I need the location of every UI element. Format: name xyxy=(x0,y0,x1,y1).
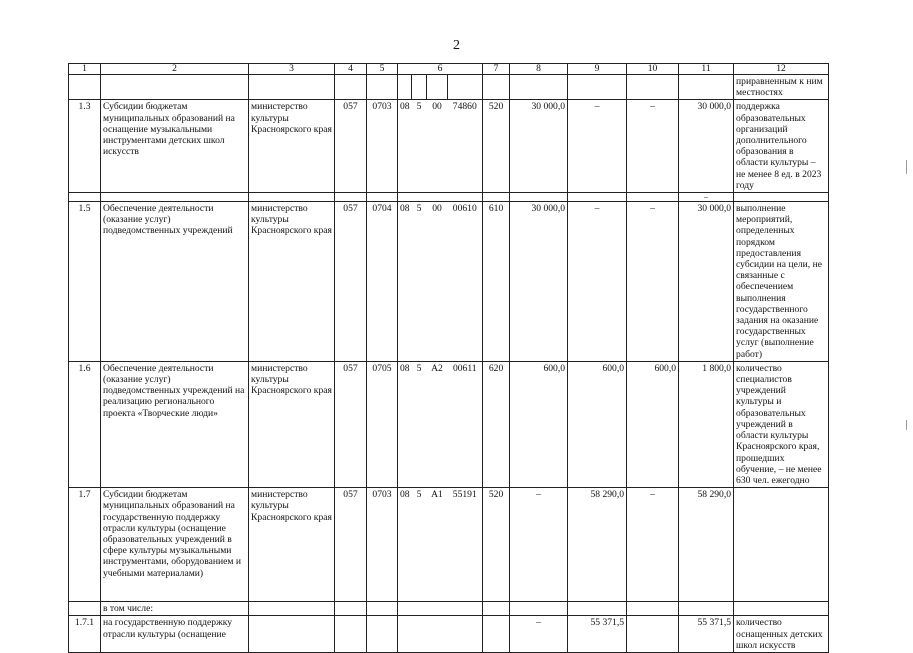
row-c5 xyxy=(367,75,398,100)
row-c10: 600,0 xyxy=(627,361,679,487)
row-c6c: A2 xyxy=(427,361,448,487)
scan-edge-mark xyxy=(906,160,907,174)
row-c4 xyxy=(335,75,367,100)
row-c11: 30 000,0 xyxy=(679,100,734,193)
row-c7 xyxy=(483,602,510,616)
row-c6c: A1 xyxy=(427,488,448,602)
row-c8: – xyxy=(510,488,568,602)
row-id xyxy=(69,75,101,100)
row-id xyxy=(69,602,101,616)
page-number: 2 xyxy=(453,38,460,53)
spacer-cell xyxy=(367,193,398,202)
header-col-12: 12 xyxy=(734,64,829,75)
spacer-cell xyxy=(69,193,101,202)
row-id: 1.5 xyxy=(69,202,101,362)
row-agency: министерство культуры Красноярского края xyxy=(249,361,335,487)
row-c6c: 00 xyxy=(427,202,448,362)
row-id: 1.6 xyxy=(69,361,101,487)
row-c9 xyxy=(568,602,627,616)
header-col-4: 4 xyxy=(335,64,367,75)
row-c5 xyxy=(367,602,398,616)
row-agency xyxy=(249,602,335,616)
row-agency xyxy=(249,616,335,653)
row-c5 xyxy=(367,616,398,653)
row-id: 1.7.1 xyxy=(69,616,101,653)
row-c8 xyxy=(510,75,568,100)
spacer-cell xyxy=(249,193,335,202)
table-row xyxy=(69,202,829,362)
table-row xyxy=(69,488,829,602)
row-c9 xyxy=(568,75,627,100)
row-c11 xyxy=(679,602,734,616)
row-c7: 620 xyxy=(483,361,510,487)
row-c6d: 00611 xyxy=(448,361,483,487)
row-name: Субсидии бюджетам муниципальных образований на государственную поддержку отрасли культуры (оснащение образовательных учреждений в сфере культуры музыкальными инструментами, оборудованием и учебными материалами) xyxy=(101,488,249,602)
row-c6a: 08 xyxy=(398,488,412,602)
row-c8: 600,0 xyxy=(510,361,568,487)
row-agency: министерство культуры Красноярского края xyxy=(249,202,335,362)
scan-edge-mark xyxy=(906,420,907,430)
header-col-5: 5 xyxy=(367,64,398,75)
row-name: Обеспечение деятельности (оказание услуг) подведомственных учреждений на реализацию регионального проекта «Творческие люди» xyxy=(101,361,249,487)
row-c7: 520 xyxy=(483,100,510,193)
row-c10: – xyxy=(627,488,679,602)
header-col-2: 2 xyxy=(101,64,249,75)
row-c4 xyxy=(335,602,367,616)
row-c9: 55 371,5 xyxy=(568,616,627,653)
header-col-7: 7 xyxy=(483,64,510,75)
table-row xyxy=(69,100,829,193)
row-c10 xyxy=(627,602,679,616)
spacer-cell xyxy=(483,193,510,202)
header-row xyxy=(69,64,829,75)
row-c10: – xyxy=(627,202,679,362)
row-c4: 057 xyxy=(335,100,367,193)
row-c5: 0704 xyxy=(367,202,398,362)
header-col-1: 1 xyxy=(69,64,101,75)
row-c6a: 08 xyxy=(398,100,412,193)
row-c6b: 5 xyxy=(412,100,427,193)
row-c4 xyxy=(335,616,367,653)
row-c6d: 74860 xyxy=(448,100,483,193)
row-c12: выполнение мероприятий, определенных порядком предоставления субсидии на цели, не связанные с обеспечением выполнения государственного задания на оказание государственных услуг (выполнение работ) xyxy=(734,202,829,362)
spacer-cell xyxy=(734,193,829,202)
row-name xyxy=(101,75,249,100)
row-id: 1.3 xyxy=(69,100,101,193)
row-c6a: 08 xyxy=(398,202,412,362)
row-c6b: 5 xyxy=(412,202,427,362)
row-c12: количество специалистов учреждений культуры и образовательных учреждений в области культуры Красноярского края, прошедших обучение, – не менее 630 чел. ежегодно xyxy=(734,361,829,487)
row-c9: – xyxy=(568,202,627,362)
header-col-8: 8 xyxy=(510,64,568,75)
row-c6b: 5 xyxy=(412,488,427,602)
row-c6d xyxy=(448,75,483,100)
header-col-3: 3 xyxy=(249,64,335,75)
row-c5: 0703 xyxy=(367,100,398,193)
row-c9: – xyxy=(568,100,627,193)
row-c11: 30 000,0 xyxy=(679,202,734,362)
table-row xyxy=(69,602,829,616)
row-c4: 057 xyxy=(335,202,367,362)
row-c11 xyxy=(679,75,734,100)
row-c6c xyxy=(427,75,448,100)
header-col-9: 9 xyxy=(568,64,627,75)
table-row xyxy=(69,361,829,487)
row-c7 xyxy=(483,616,510,653)
header-col-10: 10 xyxy=(627,64,679,75)
row-c7: 520 xyxy=(483,488,510,602)
row-c8: 30 000,0 xyxy=(510,100,568,193)
row-c8 xyxy=(510,602,568,616)
spacer-cell xyxy=(568,193,627,202)
row-c10: – xyxy=(627,100,679,193)
spacer-cell xyxy=(510,193,568,202)
row-c8: 30 000,0 xyxy=(510,202,568,362)
row-c6 xyxy=(398,602,483,616)
row-c4: 057 xyxy=(335,361,367,487)
row-agency: министерство культуры Красноярского края xyxy=(249,488,335,602)
row-c12: приравненным к ним местностях xyxy=(734,75,829,100)
row-c5: 0705 xyxy=(367,361,398,487)
row-c6b xyxy=(412,75,427,100)
row-c8: – xyxy=(510,616,568,653)
row-agency: министерство культуры Красноярского края xyxy=(249,100,335,193)
row-agency xyxy=(249,75,335,100)
spacer-cell xyxy=(398,193,483,202)
row-c6a: 08 xyxy=(398,361,412,487)
header-col-11: 11 xyxy=(679,64,734,75)
row-name: в том числе: xyxy=(101,602,249,616)
header-col-6: 6 xyxy=(398,64,483,75)
table-row xyxy=(69,616,829,653)
stray-dash: – xyxy=(679,193,734,202)
row-c6d: 00610 xyxy=(448,202,483,362)
row-c12: количество оснащенных детских школ искусств xyxy=(734,616,829,653)
row-name: Обеспечение деятельности (оказание услуг) подведомственных учреждений xyxy=(101,202,249,362)
row-c9: 600,0 xyxy=(568,361,627,487)
budget-table xyxy=(68,63,829,653)
row-c12: поддержка образовательных организаций дополнительного образования в области культуры – не менее 8 ед. в 2023 году xyxy=(734,100,829,193)
spacer-cell xyxy=(627,193,679,202)
row-name: на государственную поддержку отрасли культуры (оснащение xyxy=(101,616,249,653)
table-row xyxy=(69,75,829,100)
row-c11: 58 290,0 xyxy=(679,488,734,602)
row-c7: 610 xyxy=(483,202,510,362)
row-c12 xyxy=(734,488,829,602)
row-c10 xyxy=(627,616,679,653)
row-c6d: 55191 xyxy=(448,488,483,602)
spacer-cell xyxy=(101,193,249,202)
row-c6 xyxy=(398,616,483,653)
row-c12 xyxy=(734,602,829,616)
row-c6c: 00 xyxy=(427,100,448,193)
row-name: Субсидии бюджетам муниципальных образований на оснащение музыкальными инструментами детских школ искусств xyxy=(101,100,249,193)
spacer-row xyxy=(69,193,829,202)
row-c10 xyxy=(627,75,679,100)
spacer-cell xyxy=(335,193,367,202)
row-c7 xyxy=(483,75,510,100)
row-c6b: 5 xyxy=(412,361,427,487)
row-id: 1.7 xyxy=(69,488,101,602)
row-c11: 1 800,0 xyxy=(679,361,734,487)
row-c11: 55 371,5 xyxy=(679,616,734,653)
row-c9: 58 290,0 xyxy=(568,488,627,602)
row-c4: 057 xyxy=(335,488,367,602)
row-c5: 0703 xyxy=(367,488,398,602)
row-c6a xyxy=(398,75,412,100)
